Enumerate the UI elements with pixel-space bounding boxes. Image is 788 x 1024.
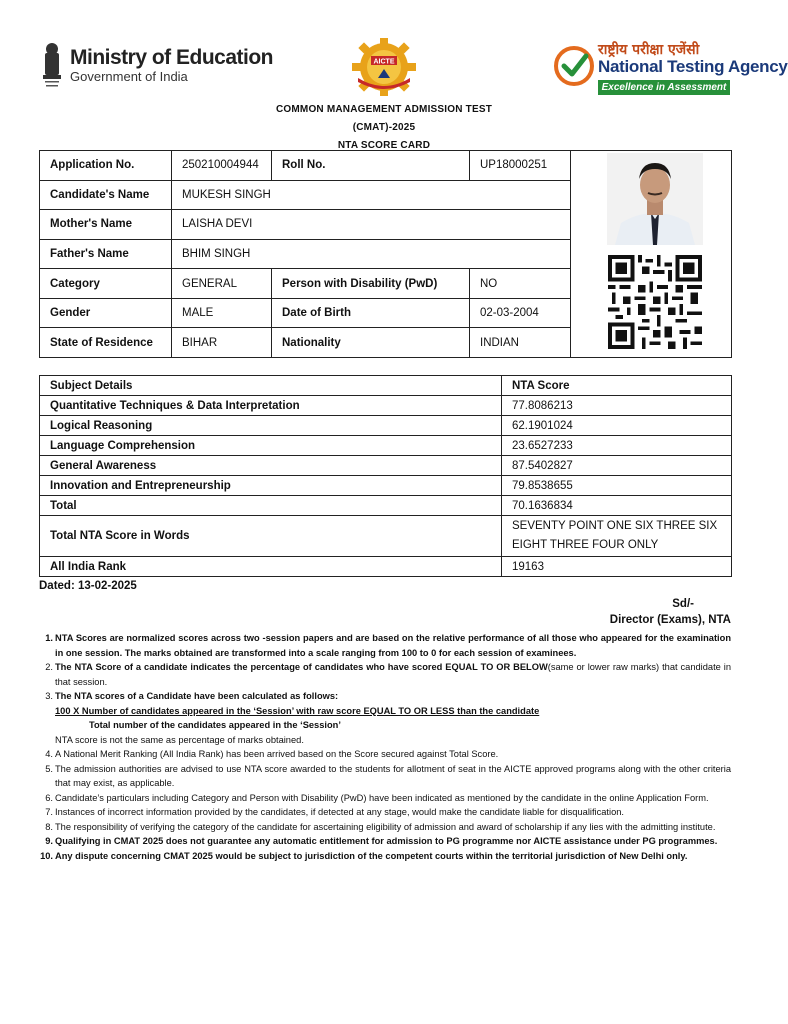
signatory-designation: Director (Exams), NTA (609, 614, 731, 626)
nta-hindi-name: राष्ट्रीय परीक्षा एजेंसी (598, 42, 700, 58)
table-row (40, 496, 732, 516)
nationality-label: Nationality (272, 328, 470, 358)
state-value: BIHAR (172, 328, 272, 358)
subject-name: Innovation and Entrepreneurship (40, 476, 502, 496)
list-item: 4. A National Merit Ranking (All India Rank) has been arrived based on the Score secured against Total Score. (45, 749, 499, 759)
roll-no-value: UP18000251 (470, 151, 571, 181)
nta-score-header: NTA Score (502, 376, 732, 396)
application-no-value: 250210004944 (172, 151, 272, 181)
subject-name: Quantitative Techniques & Data Interpretation (40, 396, 502, 416)
table-row (40, 416, 732, 436)
subject-name: Language Comprehension (40, 436, 502, 456)
score-table (39, 375, 732, 577)
subject-score: 23.6527233 (502, 436, 732, 456)
dob-label: Date of Birth (272, 298, 470, 328)
formula-denominator: Total number of the candidates appeared in the ‘Session’ (89, 720, 341, 730)
pwd-value: NO (470, 269, 571, 299)
score-in-words-value (502, 516, 732, 557)
title-line-2: (CMAT)-2025 (352, 122, 416, 133)
subject-score: 79.8538655 (502, 476, 732, 496)
subject-score: 87.5402827 (502, 456, 732, 476)
gender-label: Gender (40, 298, 172, 328)
gender-value: MALE (172, 298, 272, 328)
candidate-name-label: Candidate's Name (40, 180, 172, 210)
svg-text:AICTE: AICTE (373, 58, 395, 66)
pwd-label: Person with Disability (PwD) (272, 269, 470, 299)
candidate-name-value: MUKESH SINGH (172, 180, 571, 210)
formula-numerator: 100 X Number of candidates appeared in the ‘Session’ with raw score EQUAL TO OR LESS than the candidate (55, 705, 540, 716)
list-item: 9. Qualifying in CMAT 2025 does not guarantee any automatic entitlement for admission to PG programme nor AICTE assistance under PG programmes. (45, 836, 718, 846)
list-item: 2. The NTA Score of a candidate indicates the percentage of candidates who have scored EQUAL TO OR BELOW(same or lower raw marks) that candidate in that session. (45, 662, 732, 687)
father-name-value: BHIM SINGH (172, 239, 571, 269)
subject-score: 62.1901024 (502, 416, 732, 436)
subject-name: General Awareness (40, 456, 502, 476)
table-row (40, 436, 732, 456)
table-row (40, 456, 732, 476)
score-words-line-1: SEVENTY POINT ONE SIX THREE SIX (512, 520, 718, 532)
issue-date: Dated: 13-02-2025 (39, 580, 137, 592)
nta-name: National Testing Agency (598, 57, 788, 76)
notes-list (39, 631, 731, 863)
category-value: GENERAL (172, 269, 272, 299)
nationality-value: INDIAN (470, 328, 571, 358)
candidate-details-table (39, 150, 732, 358)
subject-score: 77.8086213 (502, 396, 732, 416)
all-india-rank-label: All India Rank (40, 557, 502, 577)
dob-value: 02-03-2004 (470, 298, 571, 328)
candidate-photo (607, 153, 703, 245)
list-item: 3. The NTA scores of a Candidate have been calculated as follows: 100 X Number of candidates appeared in the ‘Session’ with raw score EQUAL TO OR LESS than the candidate Total number of the candidates appeared in the ‘Session’ NTA score is not the same as percentage of marks obtained. (39, 689, 731, 747)
mother-name-value: LAISHA DEVI (172, 210, 571, 240)
father-name-label: Father's Name (40, 239, 172, 269)
document-title (0, 101, 768, 155)
photo-qr-cell (571, 151, 732, 358)
mother-name-label: Mother's Name (40, 210, 172, 240)
subject-details-header: Subject Details (40, 376, 502, 396)
ministry-subtitle: Government of India (70, 69, 188, 84)
qr-code-icon (607, 255, 703, 349)
aicte-logo-icon (338, 38, 430, 96)
category-label: Category (40, 269, 172, 299)
total-score: 70.1636834 (502, 496, 732, 516)
score-words-line-2: EIGHT THREE FOUR ONLY (512, 539, 659, 551)
list-item: 8. The responsibility of verifying the category of the candidate for ascertaining eligibility of admission and award of scholarship if any lies with the admitting institute. (45, 821, 716, 832)
nta-tagline: Excellence in Assessment (598, 80, 730, 95)
national-emblem-icon (40, 41, 64, 91)
list-item: 6. Candidate’s particulars including Category and Person with Disability (PwD) have been indicated as mentioned by the candidate in the online Application Form. (45, 792, 709, 803)
score-in-words-label: Total NTA Score in Words (40, 516, 502, 557)
title-line-3: NTA SCORE CARD (337, 140, 431, 151)
list-item: 5. The admission authorities are advised to use NTA score awarded to the students for allotment of seat in the AICTE approved programs along with the other criteria that may exist, as applicable. (45, 763, 731, 788)
table-row (40, 476, 732, 496)
nta-checkmark-icon (554, 46, 594, 86)
ministry-of-education-logo (40, 40, 273, 92)
all-india-rank-value: 19163 (502, 557, 732, 577)
list-item: 7. Instances of incorrect information provided by the candidates, if detected at any stage, would make the candidate liable for disqualification. (45, 807, 624, 817)
list-item: 1. NTA Scores are normalized scores across two -session papers and are based on the relative performance of all those who appeared for the examination in one session. The marks obtained are transformed into a scale ranging from 100 to 0 for each session of examinees. (45, 633, 731, 658)
ministry-title: Ministry of Education (70, 46, 274, 69)
nta-logo (554, 40, 788, 96)
table-row (40, 396, 732, 416)
title-line-1: COMMON MANAGEMENT ADMISSION TEST (275, 104, 493, 115)
subject-name: Logical Reasoning (40, 416, 502, 436)
list-item: 10. Any dispute concerning CMAT 2025 would be subject to jurisdiction of the competent courts within the territorial jurisdiction of New Delhi only. (40, 850, 688, 861)
signature-mark: Sd/- (672, 598, 694, 610)
roll-no-label: Roll No. (272, 151, 470, 181)
total-label: Total (40, 496, 502, 516)
state-label: State of Residence (40, 328, 172, 358)
application-no-label: Application No. (40, 151, 172, 181)
